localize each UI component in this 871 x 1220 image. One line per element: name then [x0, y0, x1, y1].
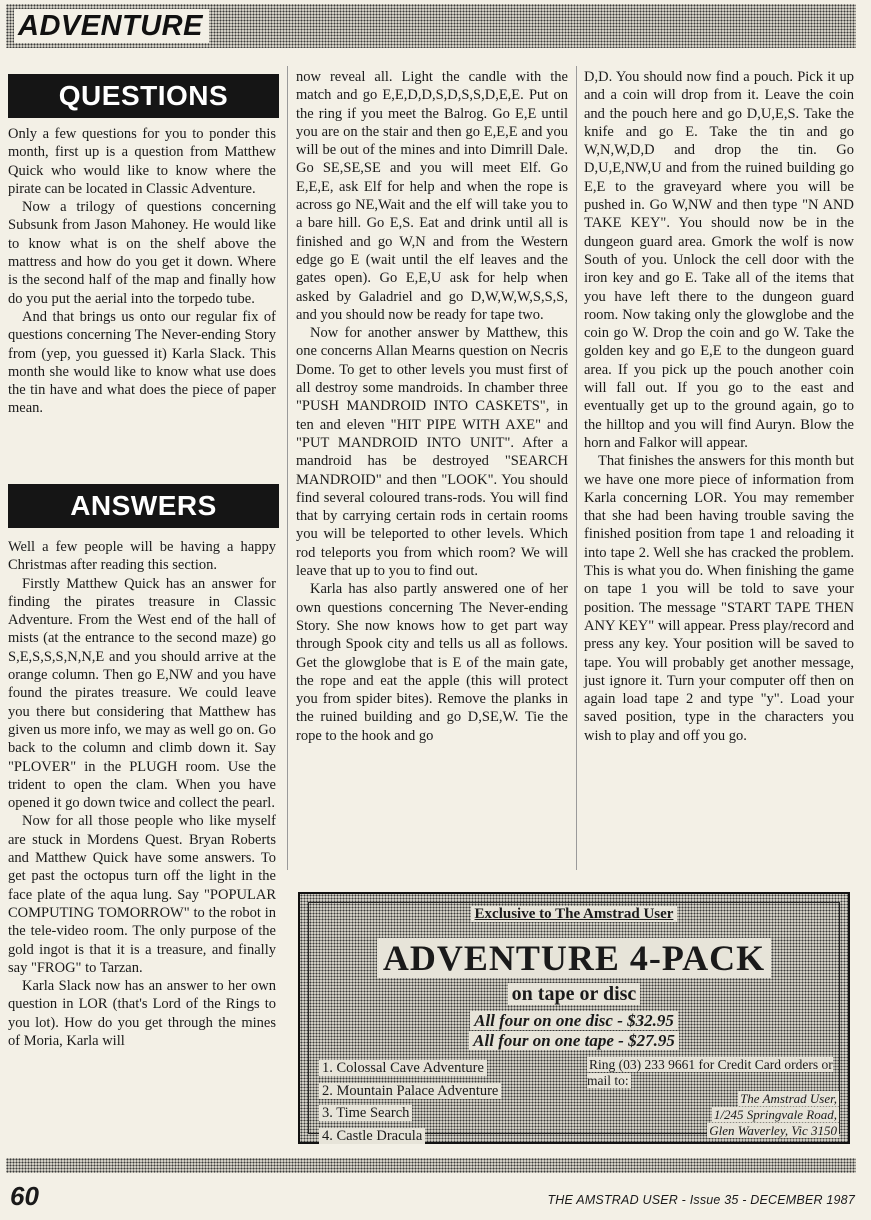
paragraph: D,D. You should now find a pouch. Pick it up and a coin will drop from it. Leave the coin and the pouch here and go D,U,E,S. Take the knife and go E. Take the tin and go W,N,W,D,D and drop the tin. Go D,U,E,NW,U and from the ruined building go E,E to the graveyard where you will be pushed in. Go W,NW and then type "N AND TAKE KEY". You should now be in the dungeon guard area. Gmork the wolf is now South of you. Unlock the cell door with the iron key and go E. Take all of the items that you have left there to the dungeon guard room. Now taking only the glowglobe and the coin go W. Drop the coin and go W. Take the golden key and go E,E to the dungeon guard area. If you pick up the pouch another coin will fall out. If you go to the east and eventually get up to the ground again, go to the hilltop and you will find Auryn. Blow the horn and Falkor will appear.	[584, 69, 854, 451]
paragraph: That finishes the answers for this month but we have one more piece of information from Karla concerning LOR. You may remember that she had been having trouble saving the finished position from tape 1 and reloading it into tape 2. Well she has cracked the problem. This is what you do. When finishing the game on tape 1 you will be told to save your position. The message "START TAPE THEN ANY KEY" will appear. Press play/record and press any key. Your position will be saved to tape. You will probably get another message, just ignore it. Turn your computer off then on again load tape 2 and type "y". Load your saved position, type in the characters you wish to play and off you go.	[584, 453, 854, 744]
paragraph: And that brings us onto our regular fix of questions concerning The Never-ending Story from (yep, you guessed it) Karla Slack. This month she would like to know what use does the tin have and what does the piece of paper mean.	[8, 308, 276, 417]
address-line: 1/245 Springvale Road,	[713, 1107, 837, 1122]
column-divider	[287, 66, 288, 870]
list-item	[319, 1057, 569, 1080]
paragraph: now reveal all. Light the candle with the match and go E,E,D,D,S,D,S,S,D,E,E. Put on the ring if you meet the Balrog. Go E,E until you are on the stair and then go E,E,E and you will be out of the mines and into Dimrill Dale. Go SE,SE,SE and you will meet Elf. Go E,E,E, ask Elf for help and when the rope is across go NE,Wait and the elf will take you to a bare hill. Go E,S. Eat and drink until all is finished and go W,N and from the Western edge go E (wait until the elf leaves and the gates open). Go E,E,U ask for help when asked by Galadriel and go D,W,W,W,S,S,S, and you should now be ready for tape two.	[296, 69, 568, 323]
advert-exclusive-text: Exclusive to The Amstrad User	[471, 906, 678, 922]
advert-title	[309, 937, 839, 979]
advert-subtitle	[309, 983, 839, 1006]
paragraph: Now for all those people who like myself are stuck in Mordens Quest. Bryan Roberts and Matthew Quick have some answers. To get past the octopus turn off the light in the face plate of the aqua lung. Say "POPULAR COMPUTING TOMORROW" to the robot in the tele-video room. The only purpose of the gold ingot is that it is a treasure, and finally say "FROG" to Tarzan.	[8, 813, 276, 976]
advert-order-info	[587, 1057, 843, 1088]
advert-price-tape-text: All four on one tape - $27.95	[469, 1031, 679, 1050]
section-title: ADVENTURE	[14, 9, 209, 43]
page-number: 60	[10, 1181, 39, 1211]
footer-credit: THE AMSTRAD USER - Issue 35 - DECEMBER 1987	[547, 1193, 855, 1207]
answers-heading: ANSWERS	[8, 484, 279, 528]
paragraph: Only a few questions for you to ponder this month, first up is a question from Matthew Quick who would like to know where the pirate can be located in Classic Adventure.	[8, 126, 276, 197]
list-item	[319, 1102, 569, 1125]
paragraph: Karla has also partly answered one of her own questions concerning The Never-ending Story. She now knows how to get part way through Spook city and tells us all as follows. Get the glowglobe that is E of the main gate, the rope and eat the apple (this will protect you from spider bites). Remove the planks in the ruined building and go D,SE,W. Tie the rope to the hook and go	[296, 581, 568, 744]
paragraph: Now a trilogy of questions concerning Subsunk from Jason Mahoney. He would like to know what is on the shelf above the mattress and how do you get it down. Where is the second half of the map and finally how do you put the aerial into the torpedo tube.	[8, 199, 276, 307]
advert-game-list	[319, 1057, 569, 1147]
footer-band	[6, 1158, 856, 1173]
questions-heading: QUESTIONS	[8, 74, 279, 118]
advert-order-text: Ring (03) 233 9661 for Credit Card orders or mail to:	[587, 1057, 833, 1088]
advert-inner-frame	[308, 902, 840, 1144]
paragraph: Well a few people will be having a happy Christmas after reading this section.	[8, 539, 276, 574]
paragraph: Firstly Matthew Quick has an answer for finding the pirates treasure in Classic Adventure. From the West end of the hall of mists (at the entrance to the second maze) go S,E,S,S,S,N,N,E and you should arrive at the orange column. Then go E,NW and you have found the pirates treasure. We could leave you there but considering that Matthew has given us more info, we may as well go on. Go back to the column and climb down it. Say "PLOVER" in the PLUGH room. Use the trident to open the clam. When you have opened it go down twice and collect the pearl.	[8, 575, 276, 812]
list-item-text: 4. Castle Dracula	[319, 1128, 425, 1144]
paragraph: Now for another answer by Matthew, this one concerns Allan Mearns question on Necris Dome. To get to other levels you must first of all destroy some mandroids. In chamber three "PUSH MANDROID INTO CASKETS", in ten and eleven "HIT PIPE WITH AXE" and "PUT MANDROID INTO UNIT". After a mandroid has be destroyed "SEARCH MANDROID" and then "LOOK". You should find several coloured trans-rods. You will find that by carrying certain rods in certain rooms you will be teleported to other levels. Which rod teleports you from which room? We will leave that up to you to find out.	[296, 325, 568, 580]
advert-price-disc-text: All four on one disc - $32.95	[470, 1011, 678, 1030]
column-divider	[576, 66, 577, 870]
paragraph: Karla Slack now has an answer to her own question in LOR (that's Lord of the Rings to you lot). How do you get through the mines of Moria, Karla will	[8, 978, 276, 1050]
list-item-text: 2. Mountain Palace Adventure	[319, 1083, 501, 1099]
advert-box	[298, 892, 850, 1144]
advert-title-text: ADVENTURE 4-PACK	[377, 938, 771, 978]
answers-text-column-2	[296, 68, 568, 745]
advert-price-tape	[309, 1031, 839, 1051]
answers-text-column-1	[8, 538, 276, 1050]
address-line: The Amstrad User,	[740, 1091, 837, 1106]
advert-price-disc	[309, 1011, 839, 1031]
advert-subtitle-text: on tape or disc	[508, 983, 641, 1005]
list-item-text: 3. Time Search	[319, 1105, 412, 1121]
advert-exclusive	[309, 905, 839, 923]
questions-text	[8, 125, 276, 418]
list-item-text: 1. Colossal Cave Adventure	[319, 1060, 487, 1076]
list-item	[319, 1125, 569, 1148]
answers-text-column-3	[584, 68, 854, 745]
advert-address	[639, 1091, 839, 1139]
address-line: Glen Waverley, Vic 3150	[709, 1123, 837, 1138]
list-item	[319, 1080, 569, 1103]
